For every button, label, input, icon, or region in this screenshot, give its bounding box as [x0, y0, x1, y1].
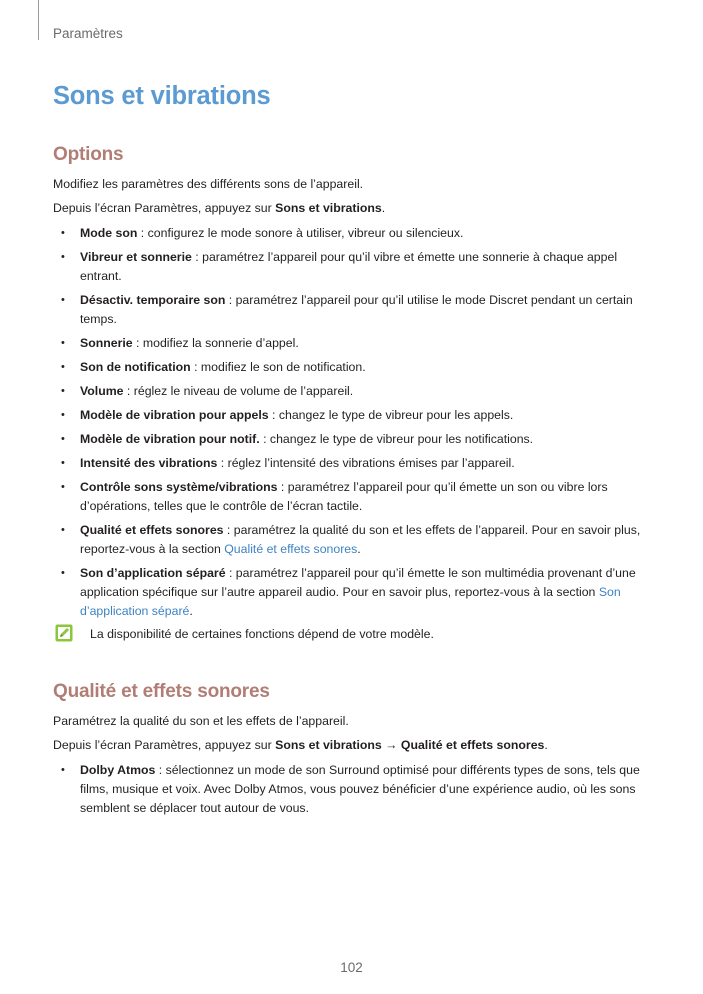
cross-reference-link[interactable]: Qualité et effets sonores [224, 542, 358, 556]
quality-intro: Paramétrez la qualité du son et les effets de l’appareil. [53, 714, 349, 728]
running-header: Paramètres [53, 26, 123, 41]
item-desc: : modifiez le son de notification. [190, 360, 366, 374]
list-item: • Son d’application séparé : paramétrez l’appareil pour qu’il émette le son multimédia provenant d’une application spécifique sur l’autre appareil audio. Pour en savoir plus, reportez-vous à la section Son d’application séparé. [61, 566, 636, 618]
list-item: • Désactiv. temporaire son : paramétrez l’appareil pour qu’il utilise le mode Discret pendant un certain temps. [61, 293, 633, 326]
note-text: La disponibilité de certaines fonctions dépend de votre modèle. [90, 627, 434, 641]
list-item: • Dolby Atmos : sélectionnez un mode de son Surround optimisé pour différents types de sons, tels que films, musique et voix. Avec Dolby Atmos, vous pouvez bénéficier d’une expérience audio, où les sons semblent se déplacer tout autour de vous. [61, 763, 640, 815]
item-term: Modèle de vibration pour notif. [80, 432, 260, 446]
path-prefix: Depuis l’écran Paramètres, appuyez sur [53, 201, 276, 215]
item-tail: . [357, 542, 361, 556]
item-desc: : configurez le mode sonore à utiliser, vibreur ou silencieux. [137, 226, 464, 240]
note [53, 626, 653, 642]
list-item: • Sonnerie : modifiez la sonnerie d’appel. [61, 336, 299, 350]
list-item: • Mode son : configurez le mode sonore à utiliser, vibreur ou silencieux. [61, 226, 464, 240]
item-desc: : paramétrez la qualité du son et les effets de l’appareil. Pour en savoir plus, reportez-vous à la section [80, 523, 641, 556]
path-suffix: . [544, 738, 548, 752]
item-term: Volume [80, 384, 124, 398]
list-item: • Son de notification : modifiez le son de notification. [61, 360, 366, 374]
quality-path [53, 737, 653, 753]
list-item: • Intensité des vibrations : réglez l’intensité des vibrations émises par l’appareil. [61, 456, 515, 470]
path-target: Sons et vibrations [275, 738, 382, 752]
list-item: • Qualité et effets sonores : paramétrez la qualité du son et les effets de l’appareil. Pour en savoir plus, reportez-vous à la section Qualité et effets sonores. [61, 523, 641, 556]
item-term: Vibreur et sonnerie [80, 250, 192, 264]
list-item: • Vibreur et sonnerie : paramétrez l’appareil pour qu’il vibre et émette une sonnerie à chaque appel entrant. [61, 250, 618, 283]
quality-heading: Qualité et effets sonores [53, 681, 270, 702]
item-desc: : modifiez la sonnerie d’appel. [132, 336, 299, 350]
item-desc: : changez le type de vibreur pour les appels. [268, 408, 514, 422]
path-suffix: . [381, 201, 386, 215]
page-title: Sons et vibrations [53, 82, 271, 110]
item-desc: : sélectionnez un mode de son Surround optimisé pour différents types de sons, tels que films, musique et voix. Avec Dolby Atmos, vous pouvez bénéficier d’une expérience audio, où les sons semblent se déplacer tout autour de vous. [80, 763, 640, 815]
item-term: Sonnerie [80, 336, 133, 350]
list-item: • Volume : réglez le niveau de volume de l’appareil. [61, 384, 354, 398]
item-desc: : paramétrez l’appareil pour qu’il émette le son multimédia provenant d’une application spécifique sur l’autre appareil audio. Pour en savoir plus, reportez-vous à la section [80, 566, 636, 599]
item-desc: : paramétrez l’appareil pour qu’il utilise le mode Discret pendant un certain temps. [80, 293, 633, 326]
options-heading: Options [53, 144, 124, 165]
cross-reference-link[interactable]: Son d’application séparé [80, 585, 621, 618]
options-path [53, 200, 653, 216]
item-term: Son d’application séparé [80, 566, 226, 580]
item-term: Contrôle sons système/vibrations [80, 480, 278, 494]
page-edge-line [38, 0, 39, 40]
item-desc: : réglez le niveau de volume de l’appareil. [123, 384, 354, 398]
path-target: Sons et vibrations [275, 201, 382, 215]
item-desc: : changez le type de vibreur pour les notifications. [259, 432, 534, 446]
item-desc: : paramétrez l’appareil pour qu’il vibre et émette une sonnerie à chaque appel entrant. [80, 250, 618, 283]
item-term: Modèle de vibration pour appels [80, 408, 269, 422]
page-number: 102 [340, 960, 363, 975]
list-item: • Modèle de vibration pour appels : changez le type de vibreur pour les appels. [61, 408, 514, 422]
path-target: Qualité et effets sonores [400, 738, 545, 752]
options-intro: Modifiez les paramètres des différents sons de l’appareil. [53, 177, 364, 191]
list-item: • Modèle de vibration pour notif. : changez le type de vibreur pour les notifications. [61, 432, 534, 446]
item-desc: : paramétrez l’appareil pour qu’il émette un son ou vibre lors d’opérations, telles que le contrôle de l’écran tactile. [80, 480, 608, 513]
item-term: Intensité des vibrations [80, 456, 218, 470]
item-term: Qualité et effets sonores [80, 523, 224, 537]
item-term: Désactiv. temporaire son [80, 293, 226, 307]
options-list [53, 224, 653, 621]
item-desc: : réglez l’intensité des vibrations émises par l’appareil. [217, 456, 515, 470]
item-term: Dolby Atmos [80, 763, 156, 777]
item-tail: . [189, 604, 193, 618]
path-arrow: → [381, 738, 401, 752]
note-pencil-icon [55, 624, 73, 642]
options-section [53, 144, 653, 642]
quality-section [53, 681, 653, 823]
list-item: • Contrôle sons système/vibrations : paramétrez l’appareil pour qu’il émette un son ou vibre lors d’opérations, telles que le contrôle de l’écran tactile. [61, 480, 608, 513]
item-term: Son de notification [80, 360, 191, 374]
quality-list [53, 761, 653, 818]
item-term: Mode son [80, 226, 138, 240]
path-prefix: Depuis l’écran Paramètres, appuyez sur [53, 738, 276, 752]
